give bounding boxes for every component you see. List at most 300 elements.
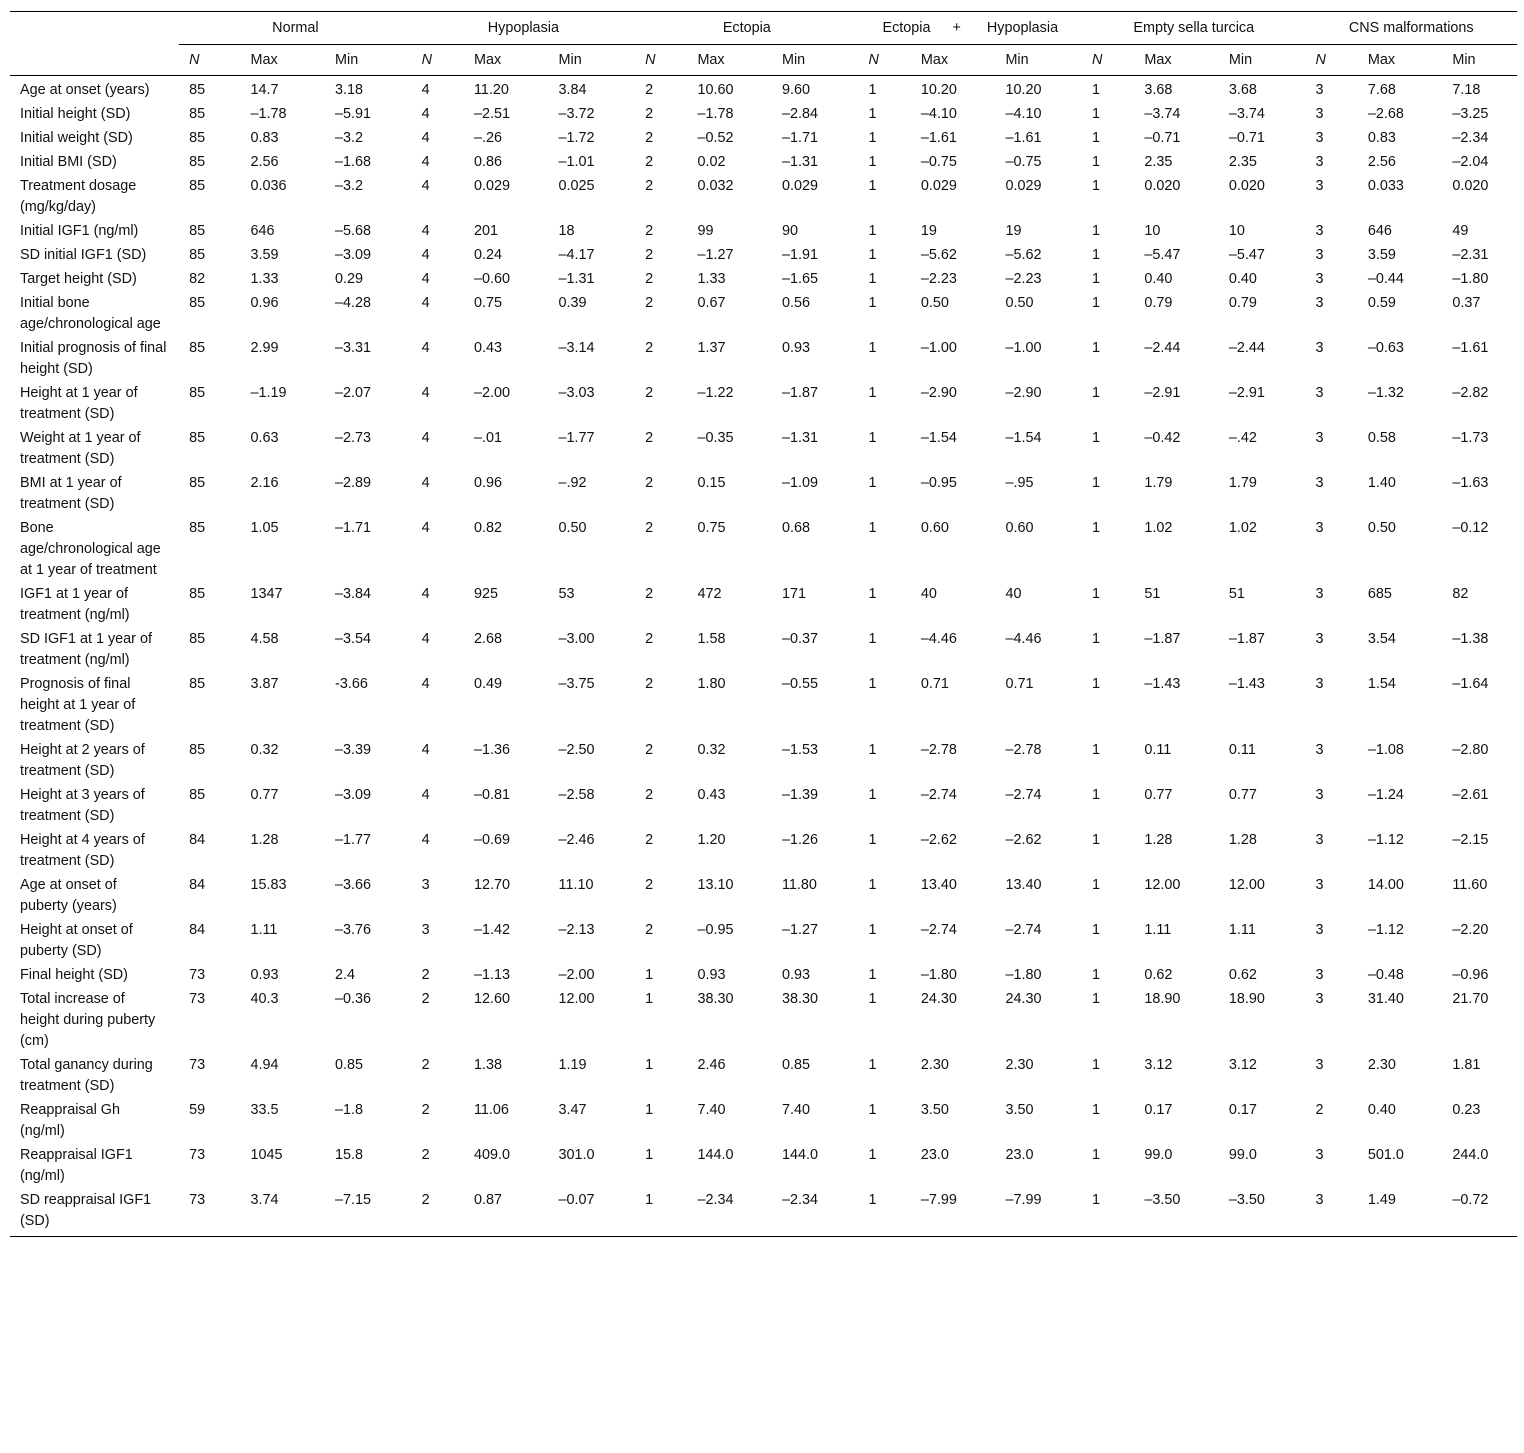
n-cell: 2 (421, 1102, 430, 1118)
min-cell: 244.0 (1452, 1147, 1489, 1163)
min-cell: 1.81 (1452, 1057, 1481, 1073)
max-cell: –1.32 (1367, 385, 1404, 401)
n-cell: 1 (1092, 475, 1101, 491)
col-max: Max (1134, 45, 1219, 76)
max-cell: –1.12 (1367, 922, 1404, 938)
col-min: Min (325, 45, 412, 76)
n-cell: 4 (421, 247, 430, 263)
max-cell: 14.00 (1367, 877, 1404, 893)
min-cell: –3.54 (335, 631, 372, 647)
max-cell: 4.94 (250, 1057, 279, 1073)
group-label: Hypoplasia (487, 19, 559, 36)
table-row (10, 1098, 1517, 1143)
min-cell: 2.30 (1005, 1057, 1034, 1073)
min-cell: –2.34 (772, 1188, 859, 1237)
min-cell: 144.0 (781, 1147, 818, 1163)
n-cell: 1 (868, 877, 877, 893)
max-cell: –0.81 (473, 787, 510, 803)
row-label-header (10, 12, 179, 45)
min-cell: 0.71 (1005, 676, 1034, 692)
max-cell: –1.13 (473, 967, 510, 983)
max-cell: 0.17 (1144, 1102, 1173, 1118)
n-cell: 4 (421, 154, 430, 170)
max-cell: 1.80 (697, 676, 726, 692)
n-cell: 3 (1315, 586, 1324, 602)
row-label: SD initial IGF1 (SD) (20, 247, 147, 263)
min-cell: –3.25 (1452, 106, 1489, 122)
min-cell: –0.55 (781, 676, 818, 692)
n-cell: 2 (645, 586, 654, 602)
min-cell: –1.73 (1452, 430, 1489, 446)
group-header-ectopia-hypoplasia (859, 12, 1082, 45)
min-cell: –3.72 (558, 106, 595, 122)
n-cell: 2 (645, 631, 654, 647)
row-label: Weight at 1 year of treatment (SD) (20, 430, 141, 467)
table-row (10, 471, 1517, 516)
table-row (10, 426, 1517, 471)
min-cell: -3.66 (335, 676, 368, 692)
table-row (10, 1053, 1517, 1098)
n-cell: 3 (1315, 832, 1324, 848)
n-cell: 2 (645, 832, 654, 848)
n-cell: 2 (421, 967, 430, 983)
col-n: N (179, 45, 240, 76)
max-cell: –1.22 (697, 385, 734, 401)
max-cell: 0.020 (1144, 178, 1181, 194)
min-cell: 1.02 (1228, 520, 1257, 536)
n-cell: 85 (189, 586, 206, 602)
max-cell: –1.12 (1367, 832, 1404, 848)
min-cell: –2.00 (558, 967, 595, 983)
table-row (10, 126, 1517, 150)
n-cell: 4 (421, 82, 430, 98)
max-cell: 0.67 (697, 295, 726, 311)
n-cell: 1 (1092, 247, 1101, 263)
min-cell: –2.07 (335, 385, 372, 401)
min-cell: 82 (1452, 586, 1469, 602)
table-row (10, 918, 1517, 963)
max-cell: 0.24 (473, 247, 502, 263)
n-cell: 3 (421, 877, 430, 893)
max-cell: 31.40 (1367, 991, 1404, 1007)
min-cell: –3.76 (335, 922, 372, 938)
min-cell: –2.73 (335, 430, 372, 446)
min-cell: –3.09 (335, 247, 372, 263)
n-cell: 85 (189, 742, 206, 758)
min-cell: –2.46 (558, 832, 595, 848)
min-cell: –1.8 (335, 1102, 364, 1118)
min-cell: –3.03 (558, 385, 595, 401)
max-cell: 0.77 (1144, 787, 1173, 803)
min-cell: 0.93 (781, 967, 810, 983)
max-cell: 13.40 (920, 877, 957, 893)
min-cell: 0.020 (1228, 178, 1265, 194)
n-cell: 2 (1315, 1102, 1324, 1118)
max-cell: 99.0 (1144, 1147, 1173, 1163)
max-cell: –2.74 (920, 922, 957, 938)
max-cell: –1.87 (1144, 631, 1181, 647)
n-cell: 4 (421, 106, 430, 122)
min-cell: –1.77 (335, 832, 372, 848)
min-cell: –0.75 (1005, 154, 1042, 170)
min-cell: –2.31 (1452, 247, 1489, 263)
min-cell: 171 (781, 586, 806, 602)
n-cell: 2 (645, 295, 654, 311)
min-cell: 0.39 (558, 295, 587, 311)
table-row (10, 291, 1517, 336)
min-cell: –2.78 (1005, 742, 1042, 758)
min-cell: –4.46 (1005, 631, 1042, 647)
col-max: Max (1358, 45, 1443, 76)
row-label: Height at 1 year of treatment (SD) (20, 385, 138, 422)
row-label: Reappraisal IGF1 (ng/ml) (20, 1147, 133, 1184)
sub-header-row (10, 45, 1517, 76)
max-cell: 1.40 (1367, 475, 1396, 491)
min-cell: 13.40 (1005, 877, 1042, 893)
table-row (10, 150, 1517, 174)
max-cell: 0.40 (1367, 1102, 1396, 1118)
n-cell: 3 (1315, 967, 1324, 983)
max-cell: –1.78 (697, 106, 734, 122)
n-cell: 85 (189, 130, 206, 146)
max-cell: 7.40 (697, 1102, 726, 1118)
max-cell: 0.83 (1367, 130, 1396, 146)
n-cell: 1 (1092, 787, 1101, 803)
max-cell: 10.20 (920, 82, 957, 98)
max-cell: –2.44 (1144, 340, 1181, 356)
max-cell: –.26 (473, 130, 502, 146)
min-cell: –1.53 (781, 742, 818, 758)
group-header-normal (179, 12, 412, 45)
n-cell: 2 (645, 742, 654, 758)
n-cell: 1 (868, 676, 877, 692)
min-cell: 38.30 (781, 991, 818, 1007)
table-row (10, 243, 1517, 267)
max-cell: 1.11 (250, 922, 278, 938)
n-cell: 1 (868, 178, 877, 194)
max-cell: –0.48 (1367, 967, 1404, 983)
max-cell: 0.87 (464, 1188, 549, 1237)
min-cell: –0.07 (549, 1188, 636, 1237)
max-cell: –0.75 (920, 154, 957, 170)
row-label: Initial BMI (SD) (20, 154, 117, 170)
min-cell: 12.00 (1228, 877, 1265, 893)
max-cell: 925 (473, 586, 498, 602)
n-cell: 2 (645, 247, 654, 263)
max-cell: 10.60 (697, 82, 734, 98)
n-cell: 85 (189, 340, 206, 356)
col-n: N (1082, 45, 1134, 76)
min-cell: –1.31 (558, 271, 595, 287)
min-cell: –1.72 (558, 130, 595, 146)
n-cell: 3 (421, 922, 430, 938)
n-cell: 1 (868, 271, 877, 287)
max-cell: –1.78 (250, 106, 287, 122)
max-cell: –0.95 (920, 475, 957, 491)
row-label: Height at 4 years of treatment (SD) (20, 832, 145, 869)
max-cell: 0.93 (697, 967, 726, 983)
min-cell: –1.87 (781, 385, 818, 401)
group-label: Empty sella turcica (1133, 19, 1255, 36)
max-cell: –4.46 (920, 631, 957, 647)
max-cell: 0.59 (1367, 295, 1396, 311)
min-cell: –1.71 (335, 520, 372, 536)
min-cell: 3.50 (1005, 1102, 1034, 1118)
max-cell: –2.74 (920, 787, 957, 803)
table-row (10, 1188, 1517, 1237)
min-cell: 18 (558, 223, 575, 239)
n-cell: 1 (868, 295, 877, 311)
max-cell: –1.80 (920, 967, 957, 983)
min-cell: –2.23 (1005, 271, 1042, 287)
min-cell: 19 (1005, 223, 1022, 239)
min-cell: 0.29 (335, 271, 364, 287)
min-cell: 0.029 (1005, 178, 1042, 194)
min-cell: 0.029 (781, 178, 818, 194)
min-cell: 0.93 (781, 340, 810, 356)
n-cell: 4 (421, 130, 430, 146)
n-cell: 1 (1092, 877, 1101, 893)
min-cell: 15.8 (335, 1147, 364, 1163)
n-cell: 1 (868, 967, 877, 983)
n-cell: 4 (421, 271, 430, 287)
min-cell: –2.20 (1452, 922, 1489, 938)
max-cell: 409.0 (473, 1147, 510, 1163)
n-cell: 85 (189, 223, 206, 239)
n-cell: 1 (1092, 340, 1101, 356)
max-cell: 0.60 (920, 520, 949, 536)
max-cell: –2.34 (687, 1188, 772, 1237)
min-cell: –1.01 (558, 154, 595, 170)
col-max: Max (911, 45, 996, 76)
n-cell: 1 (868, 82, 877, 98)
row-label: IGF1 at 1 year of treatment (ng/ml) (20, 586, 130, 623)
max-cell: 0.50 (1367, 520, 1396, 536)
n-cell: 4 (421, 586, 430, 602)
max-cell: 3.59 (250, 247, 279, 263)
n-cell: 4 (421, 340, 430, 356)
max-cell: 11.20 (473, 82, 509, 98)
min-cell: –2.34 (1452, 130, 1489, 146)
min-cell: –2.50 (558, 742, 595, 758)
min-cell: 1.79 (1228, 475, 1257, 491)
max-cell: 4.58 (250, 631, 279, 647)
row-label: Initial bone age/chronological age (20, 295, 161, 332)
max-cell: 0.50 (920, 295, 949, 311)
max-cell: 12.00 (1144, 877, 1181, 893)
n-cell: 2 (645, 154, 654, 170)
group-label-plus: + (952, 19, 961, 36)
col-max: Max (687, 45, 772, 76)
max-cell: 2.30 (920, 1057, 949, 1073)
min-cell: –5.68 (335, 223, 372, 239)
n-cell: 2 (645, 877, 654, 893)
max-cell: 23.0 (920, 1147, 949, 1163)
n-cell: 3 (1315, 385, 1324, 401)
max-cell: 40 (920, 586, 937, 602)
n-cell: 1 (645, 991, 654, 1007)
min-cell: –1.65 (781, 271, 818, 287)
n-cell: 85 (189, 178, 206, 194)
min-cell: 3.18 (335, 82, 364, 98)
row-label: Total ganancy during treatment (SD) (20, 1057, 153, 1094)
min-cell: 18.90 (1228, 991, 1265, 1007)
max-cell: 1.33 (697, 271, 726, 287)
max-cell: 0.58 (1367, 430, 1396, 446)
table-row (10, 174, 1517, 219)
min-cell: –1.64 (1452, 676, 1489, 692)
col-n: N (859, 45, 911, 76)
n-cell: 1 (868, 130, 877, 146)
max-cell: 0.32 (697, 742, 726, 758)
n-cell: 1 (859, 1188, 911, 1237)
max-cell: –0.35 (697, 430, 734, 446)
min-cell: –5.47 (1228, 247, 1265, 263)
n-cell: 2 (645, 676, 654, 692)
max-cell: 0.83 (250, 130, 279, 146)
max-cell: 144.0 (697, 1147, 734, 1163)
n-cell: 3 (1315, 340, 1324, 356)
row-label: Prognosis of final height at 1 year of treatment (SD) (20, 676, 136, 734)
min-cell: –2.82 (1452, 385, 1489, 401)
min-cell: –3.14 (558, 340, 595, 356)
max-cell: 14.7 (250, 82, 279, 98)
table-row (10, 627, 1517, 672)
row-label: SD reappraisal IGF1 (SD) (10, 1188, 179, 1237)
n-cell: 85 (189, 631, 206, 647)
row-label: Age at onset (years) (20, 82, 150, 98)
n-cell: 84 (189, 877, 206, 893)
min-cell: 0.85 (335, 1057, 364, 1073)
n-cell: 2 (645, 340, 654, 356)
max-cell: –0.42 (1144, 430, 1181, 446)
min-cell: 0.37 (1452, 295, 1481, 311)
n-cell: 3 (1315, 154, 1324, 170)
max-cell: –0.95 (697, 922, 734, 938)
max-cell: 0.036 (250, 178, 287, 194)
n-cell: 2 (645, 430, 654, 446)
max-cell: –3.50 (1134, 1188, 1219, 1237)
n-cell: 1 (1092, 742, 1101, 758)
max-cell: –0.71 (1144, 130, 1181, 146)
max-cell: 646 (250, 223, 275, 239)
max-cell: –1.27 (697, 247, 734, 263)
table-row (10, 267, 1517, 291)
max-cell: 1.37 (697, 340, 726, 356)
max-cell: 2.56 (1367, 154, 1396, 170)
n-cell: 1 (645, 1102, 654, 1118)
max-cell: –4.10 (920, 106, 957, 122)
row-label: BMI at 1 year of treatment (SD) (20, 475, 122, 512)
max-cell: 3.54 (1367, 631, 1396, 647)
max-cell: –2.00 (473, 385, 510, 401)
min-cell: 0.50 (1005, 295, 1034, 311)
max-cell: 2.16 (250, 475, 279, 491)
min-cell: 3.12 (1228, 1057, 1257, 1073)
min-cell: 0.11 (1228, 742, 1256, 758)
max-cell: 15.83 (250, 877, 287, 893)
n-cell: 59 (189, 1102, 206, 1118)
n-cell: 2 (645, 82, 654, 98)
min-cell: –3.39 (335, 742, 372, 758)
min-cell: –1.54 (1005, 430, 1042, 446)
max-cell: 1.38 (473, 1057, 502, 1073)
max-cell: 18.90 (1144, 991, 1181, 1007)
group-label: CNS malformations (1348, 19, 1474, 36)
max-cell: 0.96 (473, 475, 502, 491)
min-cell: 0.23 (1452, 1102, 1481, 1118)
n-cell: 85 (189, 385, 206, 401)
col-min: Min (1442, 45, 1517, 76)
n-cell: 4 (421, 787, 430, 803)
max-cell: 501.0 (1367, 1147, 1404, 1163)
min-cell: –3.50 (1219, 1188, 1306, 1237)
row-label: Total increase of height during puberty (cm) (20, 991, 156, 1049)
max-cell: 19 (920, 223, 937, 239)
min-cell: –3.2 (335, 178, 364, 194)
max-cell: 1.54 (1367, 676, 1396, 692)
n-cell: 85 (189, 475, 206, 491)
row-label: Height at 3 years of treatment (SD) (20, 787, 145, 824)
col-min: Min (995, 45, 1082, 76)
n-cell: 2 (412, 1188, 464, 1237)
n-cell: 1 (868, 1147, 877, 1163)
n-cell: 2 (421, 1057, 430, 1073)
min-cell: –1.09 (781, 475, 818, 491)
min-cell: 3.84 (558, 82, 587, 98)
min-cell: 51 (1228, 586, 1245, 602)
max-cell: 2.30 (1367, 1057, 1396, 1073)
group-header-ectopia (635, 12, 858, 45)
n-cell: 3 (1315, 475, 1324, 491)
max-cell: 0.75 (473, 295, 502, 311)
n-cell: 85 (189, 154, 206, 170)
min-cell: –2.44 (1228, 340, 1265, 356)
n-cell: 4 (421, 178, 430, 194)
max-cell: –2.91 (1144, 385, 1181, 401)
col-n: N (1305, 45, 1357, 76)
max-cell: 3.59 (1367, 247, 1396, 263)
max-cell: –1.61 (920, 130, 957, 146)
max-cell: –1.42 (473, 922, 510, 938)
group-header-hypoplasia (412, 12, 635, 45)
max-cell: 0.11 (1144, 742, 1172, 758)
min-cell: –1.61 (1452, 340, 1489, 356)
table-row (10, 828, 1517, 873)
min-cell: 0.85 (781, 1057, 810, 1073)
n-cell: 85 (189, 82, 206, 98)
row-label: SD IGF1 at 1 year of treatment (ng/ml) (20, 631, 152, 668)
min-cell: 0.79 (1228, 295, 1257, 311)
min-cell: 0.17 (1228, 1102, 1257, 1118)
table-row (10, 76, 1517, 103)
n-cell: 3 (1315, 922, 1324, 938)
n-cell: 1 (868, 922, 877, 938)
min-cell: –1.00 (1005, 340, 1042, 356)
min-cell: 3.68 (1228, 82, 1257, 98)
n-cell: 3 (1315, 520, 1324, 536)
n-cell: 85 (189, 295, 206, 311)
min-cell: –2.61 (1452, 787, 1489, 803)
table-row (10, 381, 1517, 426)
n-cell: 85 (189, 520, 206, 536)
n-cell: 4 (421, 475, 430, 491)
n-cell: 85 (189, 106, 206, 122)
min-cell: 301.0 (558, 1147, 595, 1163)
max-cell: 1347 (250, 586, 283, 602)
max-cell: –5.62 (920, 247, 957, 263)
min-cell: 24.30 (1005, 991, 1042, 1007)
